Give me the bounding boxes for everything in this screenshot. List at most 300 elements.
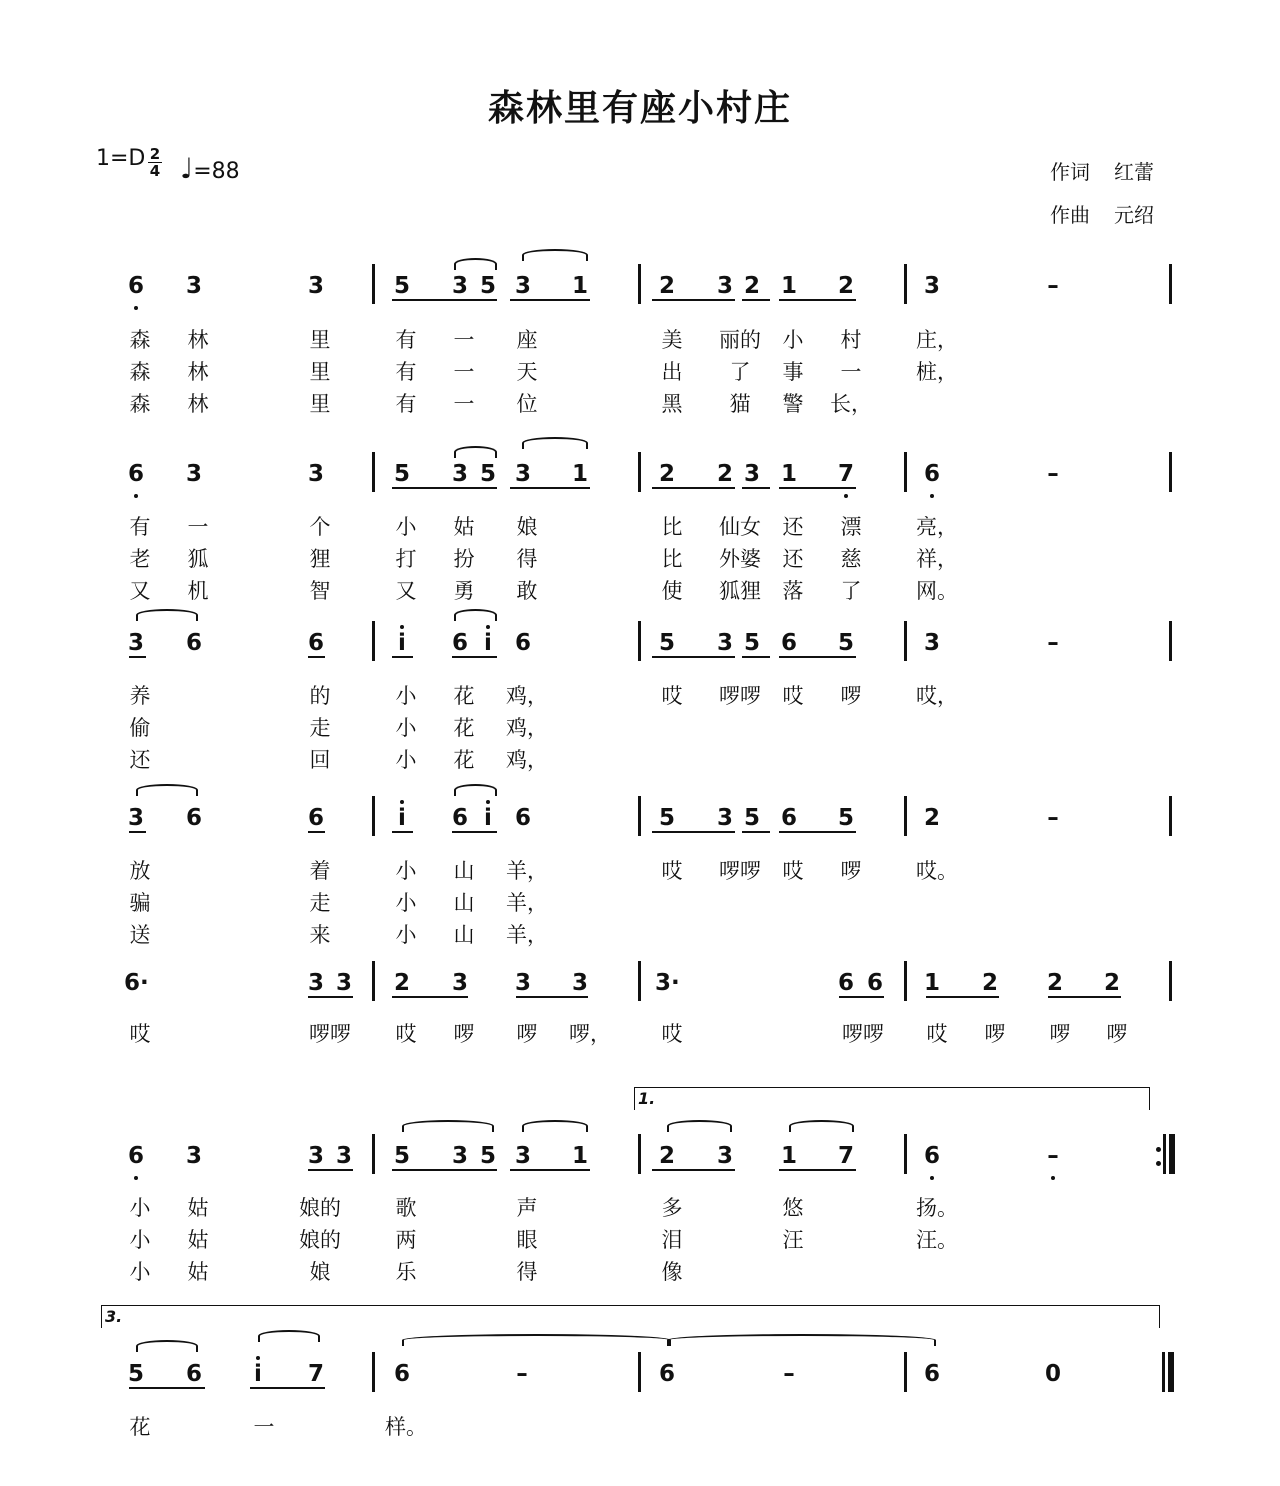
lyric-syllable: 走 [309,891,331,915]
eighth-underline [392,1169,497,1171]
note: 6 [451,805,468,831]
lyric-syllable: 黑 [661,392,683,416]
lyric-syllable: 狐 [187,547,209,571]
lyric-syllable: 小 [395,684,417,708]
lyric-syllable: 机 [187,579,209,603]
lyric-syllable: 回 [309,748,331,772]
lyricist-credit [1050,156,1154,185]
lyric-syllable: 哎 [782,859,804,883]
note: 3 [716,805,733,831]
lyric-syllable: 养 [129,684,151,708]
lyric-syllable: 小 [129,1260,151,1284]
lyric-syllable: 小 [395,891,417,915]
lyric-syllable: 姑 [187,1196,209,1220]
upper-octave-dot [486,625,490,629]
note: 6 [780,630,797,656]
eighth-underline [392,996,468,998]
note: 3 [451,273,468,299]
lyric-syllable: 小 [395,748,417,772]
upper-octave-dot [486,800,490,804]
page-title: 森林里有座小村庄 [487,88,792,129]
lyric-syllable: 花 [453,684,475,708]
lyric-syllable: 小 [395,859,417,883]
lyric-syllable: 扬。 [916,1196,958,1220]
lyric-syllable: 哎 [129,1022,151,1046]
lyric-syllable: 啰 [1106,1022,1128,1046]
eighth-underline [392,299,497,301]
lyric-syllable: 比 [661,515,683,539]
lyric-syllable: 有 [395,360,417,384]
lyric-syllable: 林 [187,328,209,352]
lyricist-role: 作词 [1050,160,1090,184]
lyric-syllable: 啰， [569,1022,611,1046]
dash-note: – [516,1361,528,1387]
lyric-syllable: 啰啰 [719,859,761,883]
note: 3 [335,970,352,996]
eighth-underline [452,656,497,658]
key-label: 1=D [96,146,146,171]
note: 6 [185,805,202,831]
note: 7 [837,461,854,487]
lyric-syllable: 了 [729,360,751,384]
barline [372,1352,375,1392]
note: 3 [923,273,940,299]
barline [904,264,907,304]
note: i [398,630,406,656]
composer-role: 作曲 [1050,203,1090,227]
lyric-syllable: 着 [309,859,331,883]
lyric-syllable: 啰 [516,1022,538,1046]
barline [372,621,375,661]
lyric-syllable: 天 [516,360,538,384]
lyric-syllable: 娘的 [299,1196,341,1220]
lyric-syllable: 一 [453,360,475,384]
note: 1 [571,461,588,487]
lyric-syllable: 小 [782,328,804,352]
barline [1169,452,1172,492]
note: 2 [716,461,733,487]
lyric-syllable: 哎 [926,1022,948,1046]
lyric-syllable: 一 [253,1415,275,1439]
barline [372,264,375,304]
lyric-syllable: 丽的 [719,328,761,352]
note: 5 [479,273,496,299]
eighth-underline [742,299,770,301]
barline [372,961,375,1001]
lyric-syllable: 像 [661,1260,683,1284]
lyric-syllable: 乐 [395,1260,417,1284]
lyric-syllable: 啰啰 [309,1022,351,1046]
barline [1169,264,1172,304]
lyric-syllable: 还 [129,748,151,772]
lyric-syllable: 漂 [840,515,862,539]
note: i [398,805,406,831]
eighth-underline [250,1387,325,1389]
lyric-syllable: 老 [129,547,151,571]
note: 6 [514,630,531,656]
eighth-underline [510,299,590,301]
lyric-syllable: 个 [309,515,331,539]
eighth-underline [1048,996,1121,998]
eighth-underline [779,831,856,833]
barline [904,1352,907,1392]
note: 2 [1046,970,1063,996]
note: 3 [451,1143,468,1169]
note: 2 [981,970,998,996]
eighth-underline [516,996,588,998]
lyric-syllable: 姑 [187,1260,209,1284]
lyric-syllable: 山 [453,891,475,915]
slur [454,446,497,458]
lyric-syllable: 哎， [916,684,958,708]
lyric-syllable: 还 [782,547,804,571]
note: 5 [479,461,496,487]
lyric-syllable: 比 [661,547,683,571]
note: 6 [923,1361,940,1387]
eighth-underline [510,487,590,489]
upper-octave-dot [400,800,404,804]
eighth-underline [652,1169,735,1171]
lyric-syllable: 娘的 [299,1228,341,1252]
lower-octave-dot [844,494,848,498]
final-barline-thick [1168,1352,1174,1392]
quarter-note-icon: ♩ [180,152,194,185]
repeat-dot [1156,1147,1161,1152]
lyric-syllable: 有 [129,515,151,539]
slur [136,609,198,621]
slur [522,249,588,261]
lyric-syllable: 骗 [129,891,151,915]
eighth-underline [308,996,353,998]
eighth-underline [652,831,735,833]
lyric-syllable: 狸 [309,547,331,571]
note: 3 [185,461,202,487]
lyric-syllable: 歌 [395,1196,417,1220]
first-ending-bracket [634,1087,1150,1110]
note: i [254,1361,262,1387]
slur [522,1120,588,1132]
lyric-syllable: 林 [187,360,209,384]
lyric-syllable: 又 [395,579,417,603]
note: 6 [514,805,531,831]
lyric-syllable: 勇 [453,579,475,603]
lyric-syllable: 里 [309,360,331,384]
eighth-underline [452,831,497,833]
note: 6 [127,273,144,299]
lyric-syllable: 小 [129,1228,151,1252]
lyric-syllable: 走 [309,716,331,740]
lyric-syllable: 慈 [840,547,862,571]
note: 3 [451,970,468,996]
eighth-underline [652,656,735,658]
slur [667,1120,732,1132]
note: 6 [837,970,854,996]
tempo-mark [180,152,240,185]
note: 3 [185,1143,202,1169]
dash-note: – [1047,805,1059,831]
note: 3 [923,630,940,656]
lyric-syllable: 啰 [453,1022,475,1046]
note: 6 [185,630,202,656]
note: 2 [658,461,675,487]
lyric-syllable: 小 [129,1196,151,1220]
lyric-syllable: 使 [661,579,683,603]
lyric-syllable: 有 [395,328,417,352]
dash-note: – [1047,1143,1059,1169]
note: 6 [451,630,468,656]
note: 5 [393,461,410,487]
eighth-underline [129,656,146,658]
note: 2 [923,805,940,831]
barline [904,621,907,661]
lyric-syllable: 哎 [661,684,683,708]
slur [402,1334,671,1346]
lyric-syllable: 小 [395,716,417,740]
lyric-syllable: 得 [516,1260,538,1284]
lyric-syllable: 警 [782,392,804,416]
barline [1169,961,1172,1001]
lyric-syllable: 啰 [1049,1022,1071,1046]
eighth-underline [779,1169,856,1171]
note: 6 [307,630,324,656]
tempo-value: =88 [193,159,240,184]
note: 5 [743,805,760,831]
lyric-syllable: 来 [309,923,331,947]
eighth-underline [652,299,735,301]
lyric-syllable: 森 [129,328,151,352]
note: 5 [743,630,760,656]
lyric-syllable: 啰啰 [719,684,761,708]
lyric-syllable: 姑 [453,515,475,539]
barline [372,452,375,492]
lyric-syllable: 汪 [782,1228,804,1252]
note: 3 [307,273,324,299]
lyric-syllable: 落 [782,579,804,603]
lyric-syllable: 羊， [506,923,548,947]
lyric-syllable: 有 [395,392,417,416]
lyric-syllable: 出 [661,360,683,384]
eighth-underline [652,487,735,489]
slur [789,1120,854,1132]
lyric-syllable: 泪 [661,1228,683,1252]
upper-octave-dot [400,625,404,629]
eighth-underline [129,1387,205,1389]
lyric-syllable: 仙女 [719,515,761,539]
time-signature [148,146,162,179]
final-barline-thin [1162,1352,1165,1392]
lyric-syllable: 庄， [916,328,958,352]
note: i [484,805,492,831]
lyric-syllable: 又 [129,579,151,603]
note: 2 [393,970,410,996]
note: 3 [514,970,531,996]
slur [667,1334,936,1346]
note: 3 [127,630,144,656]
lyric-syllable: 娘 [309,1260,331,1284]
dash-note: – [783,1361,795,1387]
lyric-syllable: 汪。 [916,1228,958,1252]
note: 1 [780,273,797,299]
lyric-syllable: 哎 [661,859,683,883]
eighth-underline [392,656,413,658]
lyric-syllable: 送 [129,923,151,947]
barline [638,1352,641,1392]
note: 6· [124,970,149,996]
slur [402,1120,494,1132]
lyric-syllable: 里 [309,392,331,416]
slur [454,258,497,270]
note: 6 [185,1361,202,1387]
lyric-syllable: 啰 [840,684,862,708]
lyric-syllable: 花 [129,1415,151,1439]
eighth-underline [308,656,325,658]
slur [136,784,198,796]
lower-octave-dot [930,494,934,498]
dash-note: – [1047,630,1059,656]
third-ending-number: 3. [105,1307,123,1326]
lyric-syllable: 小 [395,515,417,539]
lyric-syllable: 花 [453,748,475,772]
note: 2 [658,273,675,299]
eighth-underline [779,487,856,489]
lyric-syllable: 森 [129,360,151,384]
lyric-syllable: 放 [129,859,151,883]
note: 7 [307,1361,324,1387]
lyric-syllable: 一 [453,392,475,416]
key-signature [96,145,240,186]
note: 6 [923,461,940,487]
eighth-underline [779,656,856,658]
note: 3 [185,273,202,299]
note: 3· [655,970,680,996]
barline [904,796,907,836]
third-ending-bracket [101,1305,1160,1328]
note: 3 [716,630,733,656]
barline [638,264,641,304]
lyric-syllable: 悠 [782,1196,804,1220]
note: 3 [307,1143,324,1169]
lyric-syllable: 娘 [516,515,538,539]
lower-octave-dot [134,306,138,310]
lyric-syllable: 鸡， [506,716,548,740]
note: 2 [658,1143,675,1169]
note: 5 [837,805,854,831]
lyric-syllable: 事 [782,360,804,384]
lyric-syllable: 啰 [840,859,862,883]
note: 6 [780,805,797,831]
note: 5 [393,1143,410,1169]
lyric-syllable: 长， [830,392,872,416]
note: 3 [127,805,144,831]
eighth-underline [742,656,770,658]
lyricist-name: 红蕾 [1114,160,1154,184]
lyric-syllable: 外婆 [719,547,761,571]
lyric-syllable: 祥， [916,547,958,571]
lyric-syllable: 多 [661,1196,683,1220]
lyric-syllable: 偷 [129,716,151,740]
lyric-syllable: 一 [453,328,475,352]
eighth-underline [392,487,497,489]
lyric-syllable: 花 [453,716,475,740]
lower-octave-dot [134,1176,138,1180]
slur [454,609,497,621]
meter-top: 2 [149,145,161,163]
note: 3 [514,273,531,299]
lyric-syllable: 狐狸 [719,579,761,603]
slur [454,784,497,796]
barline [638,961,641,1001]
barline [1169,621,1172,661]
note: 5 [393,273,410,299]
lyric-syllable: 哎。 [916,859,958,883]
barline [638,1134,641,1174]
barline [904,452,907,492]
barline [638,452,641,492]
lyric-syllable: 羊， [506,859,548,883]
eighth-underline [926,996,999,998]
note: 5 [658,630,675,656]
lyric-syllable: 姑 [187,1228,209,1252]
note: 7 [837,1143,854,1169]
eighth-underline [510,1169,590,1171]
note: 6 [307,805,324,831]
upper-octave-dot [256,1356,260,1360]
lyric-syllable: 了 [840,579,862,603]
lyric-syllable: 的 [309,684,331,708]
note: 0 [1044,1361,1061,1387]
eighth-underline [392,831,413,833]
lyric-syllable: 村 [840,328,862,352]
note: 5 [658,805,675,831]
note: 6 [127,1143,144,1169]
lyric-syllable: 打 [395,547,417,571]
lyric-syllable: 哎 [782,684,804,708]
lyric-syllable: 声 [516,1196,538,1220]
lyric-syllable: 桩， [916,360,958,384]
note: 6 [658,1361,675,1387]
lyric-syllable: 里 [309,328,331,352]
note: 3 [743,461,760,487]
note: 3 [716,273,733,299]
repeat-thick-barline [1169,1134,1175,1174]
note: 5 [127,1361,144,1387]
barline [372,796,375,836]
lyric-syllable: 林 [187,392,209,416]
dash-note: – [1047,273,1059,299]
note: 3 [716,1143,733,1169]
lyric-syllable: 森 [129,392,151,416]
note: 3 [514,1143,531,1169]
composer-name: 元绍 [1114,203,1154,227]
barline [372,1134,375,1174]
repeat-dot [1156,1161,1161,1166]
lyric-syllable: 山 [453,923,475,947]
note: 1 [923,970,940,996]
note: 6 [866,970,883,996]
note: 3 [571,970,588,996]
barline [638,796,641,836]
eighth-underline [742,487,770,489]
repeat-barline [1163,1134,1166,1174]
lyric-syllable: 啰 [984,1022,1006,1046]
note: 2 [743,273,760,299]
eighth-underline [308,831,325,833]
barline [904,961,907,1001]
note: 3 [335,1143,352,1169]
lower-octave-dot [134,494,138,498]
note: 3 [307,461,324,487]
lyric-syllable: 眼 [516,1228,538,1252]
